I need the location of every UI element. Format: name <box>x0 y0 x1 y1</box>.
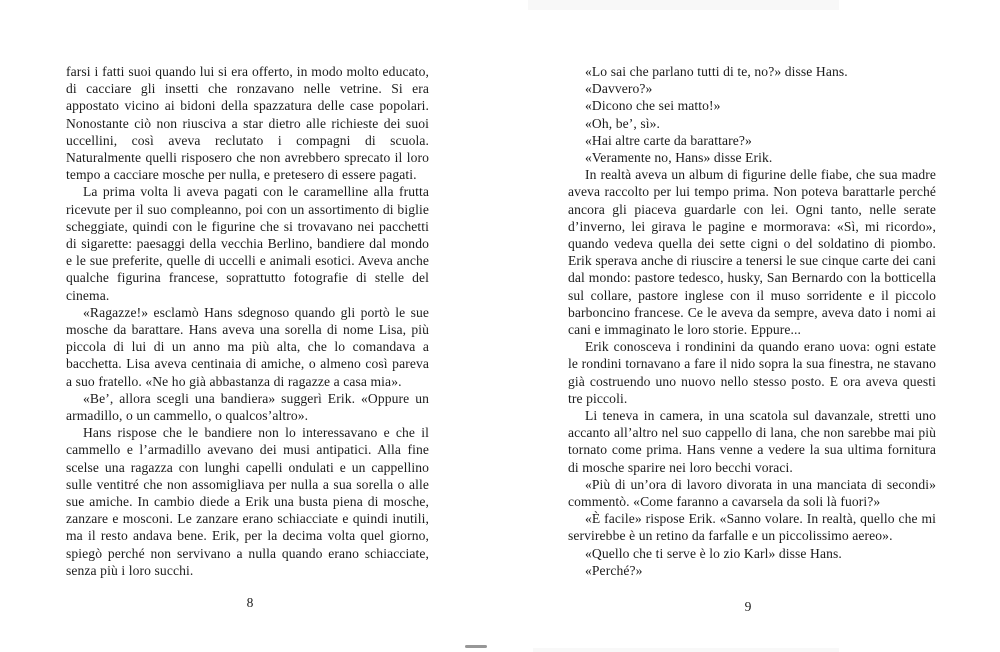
paragraph: «Perché?» <box>585 562 643 578</box>
left-page-text <box>66 63 429 579</box>
page-edge-shadow-top <box>528 0 839 10</box>
page-edge-shadow-bottom <box>533 648 839 652</box>
paragraph: «È facile» rispose Erik. «Sanno volare. In realtà, quello che mi servirebbe è un retino da farfalle e un piccolissimo aereo». <box>568 511 936 544</box>
page-number-left: 8 <box>246 595 254 610</box>
paragraph: Erik conosceva i rondinini da quando erano uova: ogni estate le rondini tornavano a fare il nido sopra la sua finestra, ne stavano già costruendo uno nuovo nello stesso posto. E ora aveva questi tre piccoli. <box>568 339 936 406</box>
paragraph: «Veramente no, Hans» disse Erik. <box>585 150 773 166</box>
paragraph: «Più di un’ora di lavoro divorata in una manciata di secondi» commentò. «Come faranno a cavarsela da soli là fuori?» <box>568 476 936 510</box>
paragraph: La prima volta li aveva pagati con le caramelline alla frutta ricevute per il suo compleanno, poi con un assortimento di biglie scheggiate, quindi con le figurine che si trovavano nei pacchetti di sigarette: paesaggi della vecchia Berlino, bandiere dal mondo e le sue preferite, quelle di uccelli e animali esotici. Aveva anche qualche figurina francese, soprattutto fotografie di stelle del cinema. <box>66 184 429 303</box>
paragraph: Hans rispose che le bandiere non lo interessavano e che il cammello e l’armadillo avevano dei musi antipatici. Alla fine scelse una ragazza con lunghi capelli ondulati e un cappellino sulle ventitré che non assomigliava per nulla a sua sorella o alle sue amiche. In cambio diede a Erik una busta piena di mosche, zanzare e mosconi. Le zanzare erano schiacciate e quindi inutili, ma il resto andava bene. Erik, per la decima volta quel giorno, spiegò perché non servivano a nulla quando erano schiacciate, senza più i loro succhi. <box>66 425 429 578</box>
paragraph: Li teneva in camera, in una scatola sul davanzale, stretti uno accanto all’altro nel suo cappello di lana, che non sarebbe mai più tornato come prima. Hans venne a vedere la sua ultima fornitura di mosche sparire nei loro becchi voraci. <box>568 408 936 475</box>
paragraph: farsi i fatti suoi quando lui si era offerto, in modo molto educato, di cacciare gli insetti che ronzavano nelle vetrine. Si era appostato vicino ai bidoni della spazzatura delle case popolari. Nonostante ciò non riusciva a star dietro alle richieste dei suoi uccellini, così aveva reclutato i compagni di scuola. Naturalmente quelli risposero che non avrebbero sprecato il loro tempo a cacciare mosche per nulla, e pretesero di essere pagati. <box>66 64 429 183</box>
drag-handle[interactable] <box>465 645 487 648</box>
paragraph: «Quello che ti serve è lo zio Karl» disse Hans. <box>585 545 842 561</box>
page-number-right: 9 <box>744 599 752 614</box>
paragraph: «Hai altre carte da barattare?» <box>585 132 752 148</box>
paragraph: «Be’, allora scegli una bandiera» suggerì Erik. «Oppure un armadillo, o un cammello, o qualcos’altro». <box>66 390 429 424</box>
paragraph: «Ragazze!» esclamò Hans sdegnoso quando gli portò le sue mosche da barattare. Hans aveva una sorella di nome Lisa, più piccola di lui di un anno ma più alta, che lo comandava a bacchetta. Lisa aveva centinaia di amiche, o almeno così pareva a suo fratello. «Ne ho già abbastanza di ragazze a casa mia». <box>66 304 429 389</box>
right-page-text <box>568 63 936 579</box>
paragraph: «Dicono che sei matto!» <box>585 98 721 114</box>
paragraph: In realtà aveva un album di figurine delle fiabe, che sua madre aveva raccolto per lui tempo prima. Non poteva barattarle perché ancora gli piaceva guardarle con lei. Ogni tanto, nelle serate d’inverno, lei girava le pagine e mormorava: «Sì, mi ricordo», quando vedeva quella dei sette cigni o del soldatino di piombo. Erik sperava anche di riuscire a tenersi le sue cinque carte dei cani dal mondo: pastore tedesco, husky, San Bernardo con la botticella sul collare, pastore inglese con il muso sorridente e il piccolo barboncino francese. Ce le aveva da sempre, aveva dato i nomi ai cani e immaginato le loro storie. Eppure... <box>568 167 936 338</box>
paragraph: «Lo sai che parlano tutti di te, no?» disse Hans. <box>585 64 848 79</box>
paragraph: «Oh, be’, sì». <box>585 115 661 131</box>
paragraph: «Davvero?» <box>585 81 653 97</box>
